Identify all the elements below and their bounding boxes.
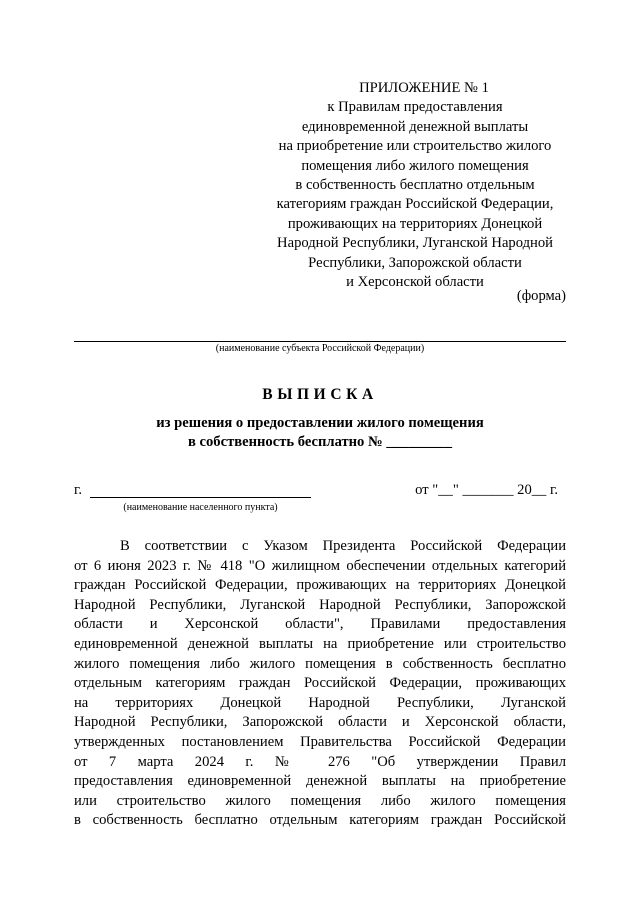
body-line: области и Херсонской области", Правилами предоставления: [74, 616, 566, 633]
body-line: В соответствии с Указом Президента Российской Федерации: [120, 538, 566, 554]
body-line: на территориях Донецкой Народной Республики, Луганской: [74, 694, 566, 711]
city-date-row: [74, 482, 566, 513]
body-line: Народной Республики, Запорожской области и Херсонской области,: [74, 714, 566, 731]
body-line: отдельным категориям граждан Российской Федерации, проживающих: [74, 675, 566, 692]
document-heading: ВЫПИСКА: [262, 386, 378, 403]
appendix-line: Народной Республики, Луганской Народной: [277, 235, 553, 252]
body-line: граждан Российской Федерации, проживающих на территориях Донецкой: [74, 577, 566, 594]
city-field-line: [90, 497, 311, 498]
city-prefix: г.: [74, 482, 82, 498]
appendix-line: и Херсонской области: [346, 274, 484, 291]
body-line: в собственность бесплатно отдельным категориям граждан Российской: [74, 812, 566, 829]
body-line: жилого помещения либо жилого помещения в собственность бесплатно: [74, 655, 566, 672]
subheading-line: в собственность бесплатно № _________: [188, 434, 452, 450]
body-line: от 6 июня 2023 г. № 418 "О жилищном обеспечении отдельных категорий: [74, 557, 566, 574]
date-field: от "__" _______ 20__ г.: [415, 482, 558, 498]
body-paragraph: [74, 537, 566, 831]
document-subheading: [74, 414, 566, 452]
appendix-line: на приобретение или строительство жилого: [278, 138, 552, 155]
body-line: предоставления единовременной денежной выплаты на приобретение: [74, 773, 566, 790]
city-caption: (наименование населенного пункта): [123, 502, 278, 513]
appendix-line: Республики, Запорожской области: [308, 254, 522, 271]
body-line: единовременной денежной выплаты на приобретение или строительство: [74, 635, 566, 652]
appendix-title: ПРИЛОЖЕНИЕ № 1: [359, 80, 489, 96]
appendix-line: к Правилам предоставления: [327, 99, 503, 116]
form-label: (форма): [516, 288, 566, 304]
appendix-line: помещения либо жилого помещения: [301, 157, 529, 174]
appendix-line: единовременной денежной выплаты: [301, 118, 529, 135]
body-line: Народной Республики, Луганской Народной Республики, Запорожской: [74, 596, 566, 613]
body-line: утвержденных постановлением Правительства Российской Федерации: [74, 733, 566, 750]
appendix-line: категориям граждан Российской Федерации,: [276, 196, 554, 213]
appendix-block: [262, 79, 568, 292]
appendix-line: проживающих на территориях Донецкой: [287, 215, 543, 232]
body-line: от 7 марта 2024 г. № 276 "Об утверждении Правил: [74, 753, 566, 770]
subheading-line: из решения о предоставлении жилого помещения: [156, 415, 484, 431]
subject-caption: (наименование субъекта Российской Федерации): [215, 343, 425, 354]
appendix-line: в собственность бесплатно отдельным: [295, 177, 535, 194]
body-line: или строительство жилого помещения либо жилого помещения: [74, 792, 566, 809]
subject-field-line: [74, 341, 566, 342]
